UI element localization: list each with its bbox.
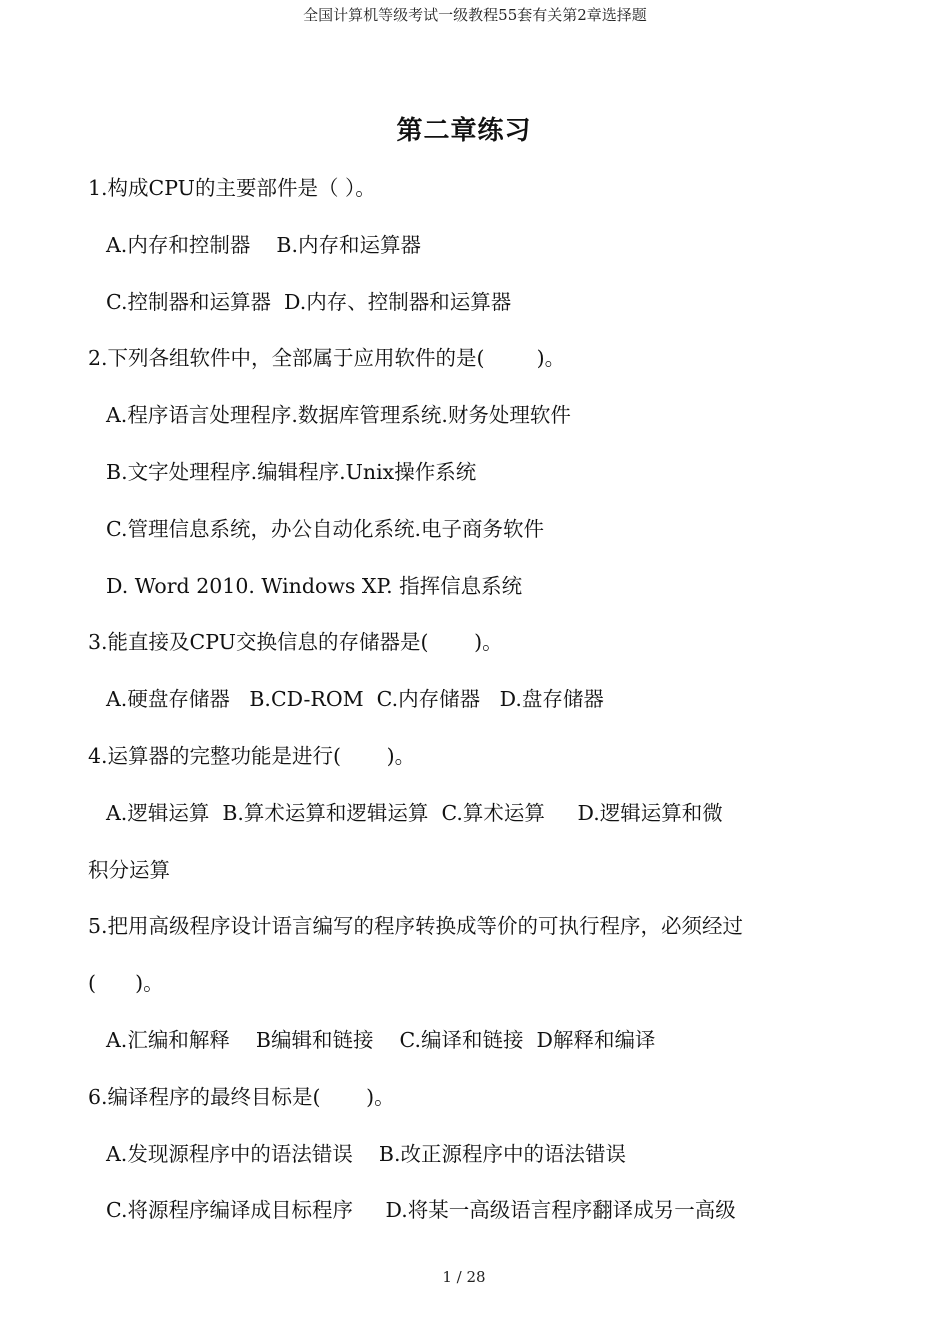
question-4-stem: 4.运算器的完整功能是进行( )。 (88, 743, 416, 768)
question-2-option-b: B.文字处理程序.编辑程序.Unix操作系统 (106, 459, 477, 484)
question-5-stem-continued: ( )。 (88, 971, 164, 996)
question-5-options: A.汇编和解释 B编辑和链接 C.编译和链接 D解释和编译 (106, 1027, 656, 1052)
question-3-stem: 3.能直接及CPU交换信息的存储器是( )。 (88, 630, 503, 655)
page-title: 第二章练习 (396, 116, 532, 146)
question-3-options: A.硬盘存储器 B.CD-ROM C.内存储器 D.盘存储器 (106, 687, 604, 712)
question-1-options-cd: C.控制器和运算器 D.内存、控制器和运算器 (106, 289, 512, 314)
question-1-options-ab: A.内存和控制器 B.内存和运算器 (106, 232, 421, 257)
question-2-option-c: C.管理信息系统，办公自动化系统.电子商务软件 (106, 516, 544, 541)
question-2-stem: 2.下列各组软件中，全部属于应用软件的是( )。 (88, 346, 566, 371)
question-1-stem: 1.构成CPU的主要部件是（ ）。 (88, 176, 376, 200)
page-header: 全国计算机等级考试一级教程55套有关第2章选择题 (303, 6, 647, 24)
page-number: 1 / 28 (442, 1268, 486, 1286)
question-2-option-d: D. Word 2010. Windows XP. 指挥信息系统 (106, 573, 523, 598)
question-6-options-cd: C.将源程序编译成目标程序 D.将某一高级语言程序翻译成另一高级 (106, 1198, 736, 1223)
question-content (88, 170, 848, 1249)
question-4-options-continued: 积分运算 (88, 857, 170, 882)
question-6-options-ab: A.发现源程序中的语法错误 B.改正源程序中的语法错误 (106, 1141, 626, 1166)
question-4-options: A.逻辑运算 B.算术运算和逻辑运算 C.算术运算 D.逻辑运算和微 (106, 800, 723, 825)
question-2-option-a: A.程序语言处理程序.数据库管理系统.财务处理软件 (106, 403, 571, 428)
question-5-stem: 5.把用高级程序设计语言编写的程序转换成等价的可执行程序，必须经过 (88, 914, 744, 939)
question-6-stem: 6.编译程序的最终目标是( )。 (88, 1084, 395, 1109)
